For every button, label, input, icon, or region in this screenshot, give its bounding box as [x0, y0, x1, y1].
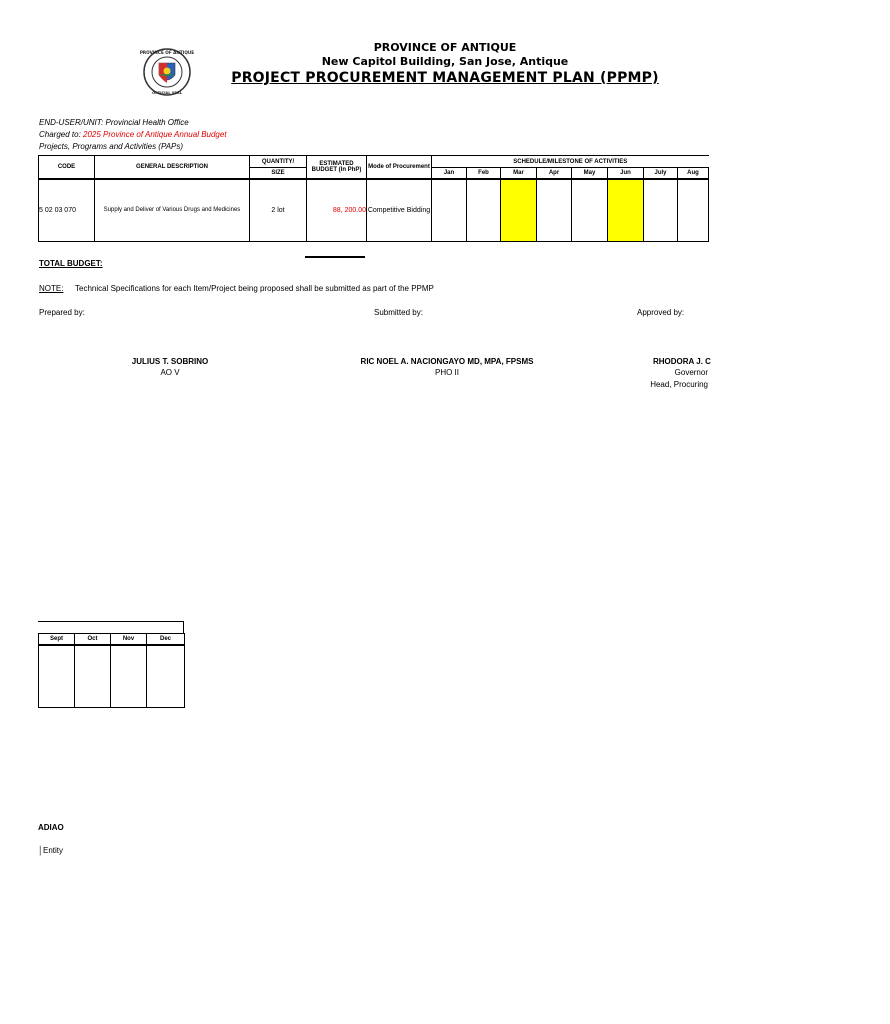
row-mode: Competitive Bidding — [367, 179, 432, 242]
prepared-by-name: JULIUS T. SOBRINO — [131, 357, 209, 366]
col-header-description: GENERAL DESCRIPTION — [95, 156, 250, 179]
prepared-by-label: Prepared by: — [39, 308, 85, 317]
month-header: Aug — [678, 168, 709, 179]
charged-to-value: 2025 Province of Antique Annual Budget — [83, 130, 227, 139]
col-header-budget: ESTIMATED BUDGET (In PhP) — [307, 156, 367, 179]
month-header: July — [644, 168, 678, 179]
schedule-cell-nov — [111, 645, 147, 708]
month-header: May — [572, 168, 608, 179]
schedule-cell-jun-highlighted — [608, 179, 644, 242]
schedule-cell-feb — [467, 179, 501, 242]
table-row — [39, 179, 709, 242]
month-header: Sept — [39, 634, 75, 645]
province-heading: PROVINCE OF ANTIQUE — [373, 41, 517, 54]
submitted-by-label: Submitted by: — [374, 308, 423, 317]
approved-by-name-part1: RHODORA J. C — [653, 357, 711, 366]
schedule-cell-jan — [432, 179, 467, 242]
month-header: Dec — [147, 634, 185, 645]
prepared-by-title: AO V — [160, 368, 180, 377]
schedule-cell-dec — [147, 645, 185, 708]
month-header: Oct — [75, 634, 111, 645]
note-text: Technical Specifications for each Item/Project being proposed shall be submitted as part of the PPMP — [75, 284, 434, 293]
schedule-cell-aug — [678, 179, 709, 242]
approved-by-title-head-procuring: Head, Procuring — [650, 380, 708, 389]
paps-label: Projects, Programs and Activities (PAPs) — [39, 142, 184, 151]
col-header-schedule: SCHEDULE/MILESTONE OF ACTIVITIES — [432, 156, 709, 168]
schedule-cell-mar-highlighted — [501, 179, 537, 242]
schedule-cell-july — [644, 179, 678, 242]
submitted-by-title: PHO II — [434, 368, 459, 377]
row-code: 5 02 03 070 — [39, 179, 95, 242]
month-header: Mar — [501, 168, 537, 179]
row-description: Supply and Deliver of Various Drugs and Medicines — [95, 179, 250, 242]
approved-by-title-entity-text: Entity — [43, 846, 64, 855]
approved-by-title-entity: │Entity — [38, 846, 64, 855]
total-budget-label: TOTAL BUDGET: — [39, 259, 103, 268]
page-title: PROJECT PROCUREMENT MANAGEMENT PLAN (PPMP) — [231, 70, 659, 86]
end-user-unit: END-USER/UNIT: Provincial Health Office — [39, 118, 189, 127]
address-heading: New Capitol Building, San Jose, Antique — [321, 55, 569, 68]
ppmp-table-continuation — [38, 633, 185, 708]
charged-to-label: Charged to: — [39, 130, 84, 139]
month-header: Apr — [537, 168, 572, 179]
month-header: Feb — [467, 168, 501, 179]
col-header-quantity: QUANTITY/ — [250, 156, 307, 168]
ppmp-table — [38, 155, 709, 242]
month-header: Jan — [432, 168, 467, 179]
schedule-cell-sept — [39, 645, 75, 708]
charged-to — [39, 130, 227, 139]
col-header-code: CODE — [39, 156, 95, 179]
seal-bottom-text: OFFICIAL SEAL — [152, 91, 182, 95]
table-row — [39, 645, 185, 708]
continuation-top-border — [38, 621, 184, 622]
seal-arc-text: PROVINCE OF ANTIQUE — [139, 50, 195, 55]
submitted-by-name: RIC NOEL A. NACIONGAYO MD, MPA, FPSMS — [360, 357, 534, 366]
col-header-mode: Mode of Procurement — [367, 156, 432, 179]
col-header-size: SIZE — [250, 168, 307, 179]
row-budget: 88, 200.00 — [307, 179, 367, 242]
schedule-cell-apr — [537, 179, 572, 242]
approved-by-label: Approved by: — [637, 308, 685, 317]
schedule-cell-may — [572, 179, 608, 242]
continuation-right-border — [183, 621, 184, 633]
month-header: Nov — [111, 634, 147, 645]
month-header: Jun — [608, 168, 644, 179]
approved-by-name-part2: ADIAO — [38, 823, 64, 832]
note-label: NOTE: — [39, 284, 64, 293]
schedule-cell-oct — [75, 645, 111, 708]
total-budget-underline — [305, 256, 365, 258]
row-quantity: 2 lot — [250, 179, 307, 242]
approved-by-title-governor: Governor — [674, 368, 708, 377]
